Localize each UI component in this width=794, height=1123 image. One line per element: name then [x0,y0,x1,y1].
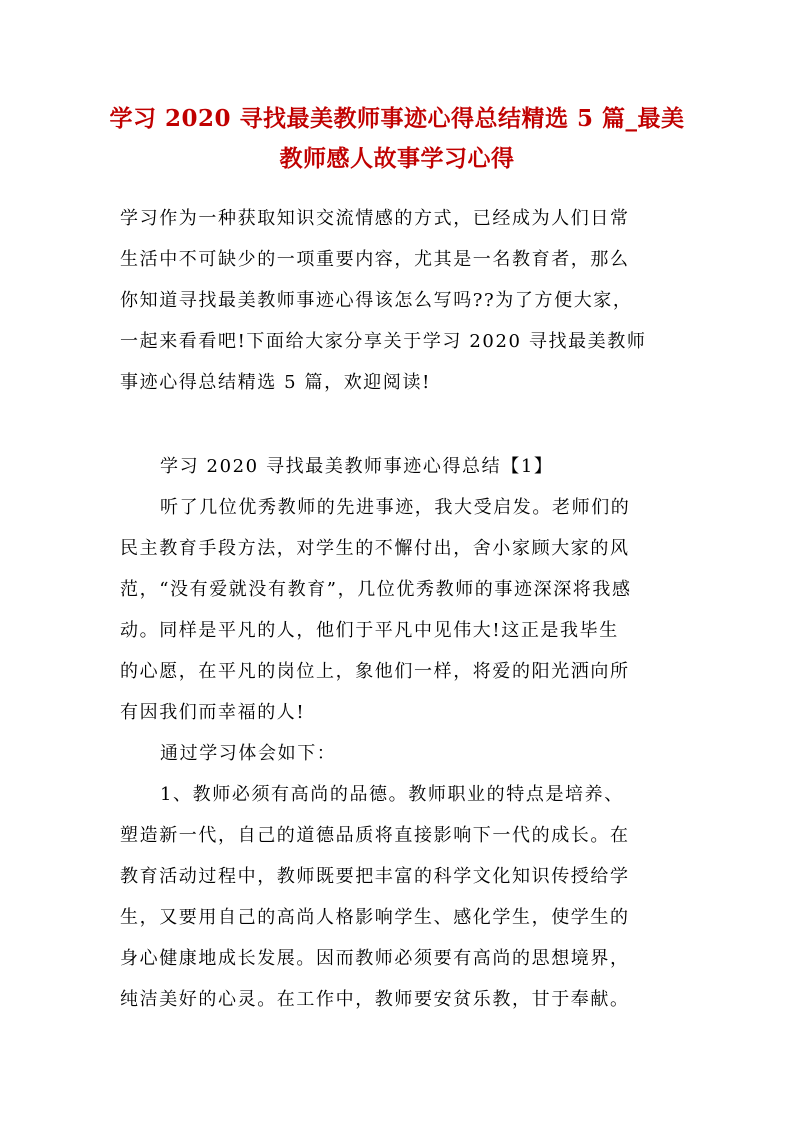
paragraph-line: 教育活动过程中，教师既要把丰富的科学文化知识传授给学 [120,866,630,887]
paragraph-line: 塑造新一代，自己的道德品质将直接影响下一代的成长。在 [120,825,630,846]
intro-line: 生活中不可缺少的一项重要内容，尤其是一名教育者，那么 [120,249,630,270]
paragraph-line: 身心健康地成长发展。因而教师必须要有高尚的思想境界， [120,948,630,969]
section-heading: 学习 2020 寻找最美教师事迹心得总结【1】 [160,456,554,477]
paragraph-line: 的心愿，在平凡的岗位上，象他们一样，将爱的阳光洒向所 [120,661,630,682]
paragraph-line: 范，“没有爱就没有教育”，几位优秀教师的事迹深深将我感 [120,579,632,600]
intro-line: 一起来看看吧!下面给大家分享关于学习 2020 寻找最美教师 [120,331,647,352]
paragraph-line: 1、教师必须有高尚的品德。教师职业的特点是培养、 [160,784,624,805]
paragraph-line: 听了几位优秀教师的先进事迹，我大受启发。老师们的 [160,497,631,518]
intro-line: 事迹心得总结精选 5 篇，欢迎阅读! [120,372,431,393]
intro-line: 学习作为一种获取知识交流情感的方式，已经成为人们日常 [120,208,630,229]
page-title-line-2: 教师感人故事学习心得 [279,145,515,172]
paragraph-line: 民主教育手段方法，对学生的不懈付出，舍小家顾大家的风 [120,538,630,559]
paragraph-line: 生，又要用自己的高尚人格影响学生、感化学生，使学生的 [120,907,630,928]
paragraph-line: 纯洁美好的心灵。在工作中，教师要安贫乐教，甘于奉献。 [120,989,630,1010]
paragraph-line: 通过学习体会如下： [160,743,337,764]
paragraph-line: 有因我们而幸福的人! [120,702,306,723]
page-title-line-1: 学习 2020 寻找最美教师事迹心得总结精选 5 篇_最美 [109,105,685,132]
paragraph-line: 动。同样是平凡的人，他们于平凡中见伟大!这正是我毕生 [120,620,619,641]
intro-line: 你知道寻找最美教师事迹心得该怎么写吗??为了方便大家， [120,290,633,311]
